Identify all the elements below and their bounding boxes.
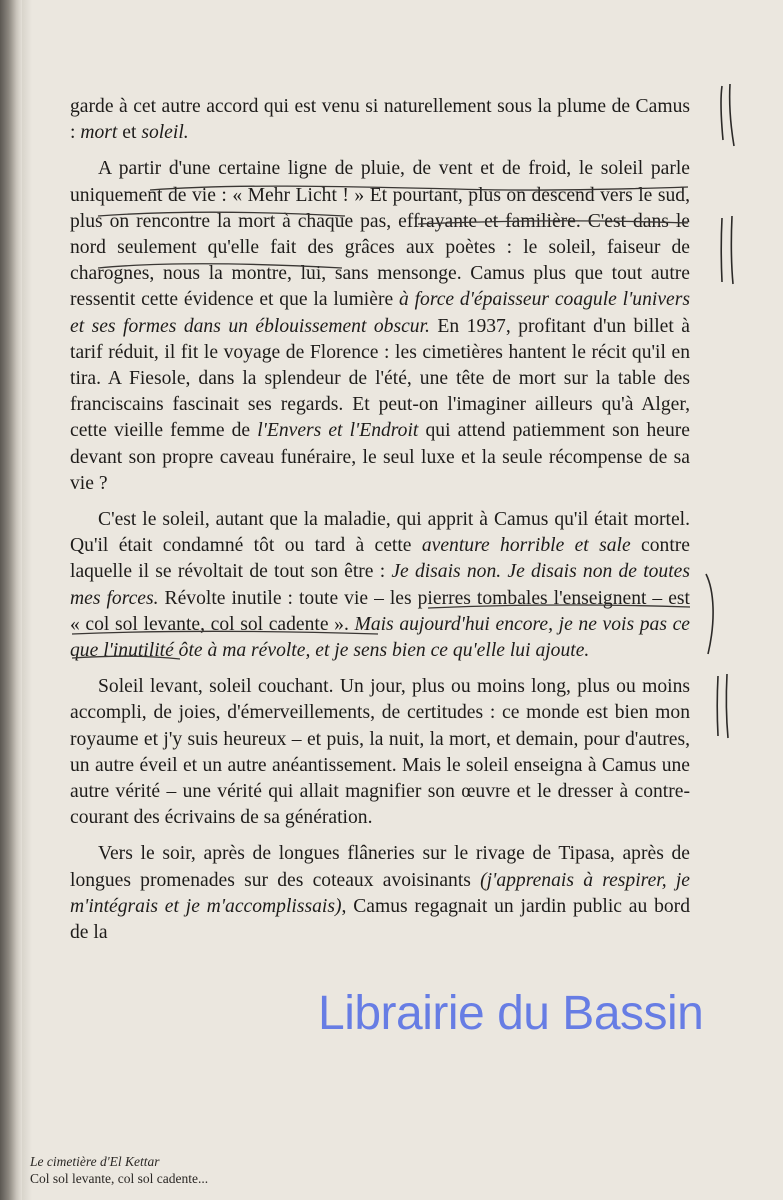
text-run: , Camus regagnait un jardin public au bord de la: [70, 895, 690, 944]
italic-run: (j'apprenais à respirer, je m'intégrais et je m'accomplissais): [70, 869, 690, 917]
italic-run: Je disais non. Je disais non de toutes mes forces.: [70, 561, 690, 609]
paragraph-1: [70, 94, 690, 146]
italic-run: soleil.: [141, 122, 189, 144]
margin-double-bar-1b: [730, 84, 734, 146]
italic-run: Mais aujourd'hui encore, je ne vois pas ce que l'inutilité ôte à ma révolte, et je sens bien ce qu'elle lui ajoute.: [70, 613, 690, 662]
margin-double-bar-3: [717, 676, 718, 736]
margin-double-bar-2: [721, 218, 722, 282]
text-run: et: [117, 122, 142, 144]
text-run: qui attend patiemment son heure devant son propre caveau funéraire, le seul luxe et la seule récompense de sa vie ?: [70, 420, 690, 494]
text-run: contre laquelle il se révoltait de tout son être :: [70, 535, 690, 583]
margin-double-bar-1: [721, 86, 723, 140]
text-run: En 1937, profitant d'un billet à tarif réduit, il fit le voyage de Florence : les cimetières hantent le récit qu'il en tira. A Fiesole, dans la splendeur de l'été, une tête de mort sur la table des franciscains fascinait ses regards. Et peut-on l'imaginer ailleurs qu'à Alger, cette vieille femme de: [70, 315, 690, 442]
paragraph-3: [70, 507, 690, 664]
book-gutter-shadow: [0, 0, 22, 1200]
margin-bracket: [706, 574, 713, 654]
text-run: A partir d'une certaine ligne de pluie, de vent et de froid, le soleil parle uniquement de vie : « Mehr Licht ! » Et pourtant, plus on descend vers le sud, plus on rencontre la mort à chaque pas, effrayante et familière. C'est dans le nord seulement qu'elle fait des grâces aux poètes : le soleil, faiseur de charognes, nous la montre, lui, sans mensonge. Camus plus que tout autre ressentit cette évidence et que la lumière: [70, 158, 690, 311]
text-run: Soleil levant, soleil couchant. Un jour, plus ou moins long, plus ou moins accompli, de joies, d'émerveillements, de certitudes : ce monde est bien mon royaume et j'y suis heureux – et puis, la nuit, la mort, et demain, pour d'autres, un autre éveil et un autre anéantissement. Mais le soleil enseigna à Camus une autre vérité – une vérité qui allait magnifier son œuvre et le dresser à contre-courant des écrivains de sa génération.: [70, 676, 690, 829]
italic-run: aventure horrible et sale: [421, 535, 631, 557]
caption-title: Le cimetière d'El Kettar: [30, 1154, 160, 1169]
image-caption: [30, 1153, 208, 1187]
paragraph-5: [70, 841, 690, 946]
italic-run: à force d'épaisseur coagule l'univers et ses formes dans un éblouissement obscur.: [70, 289, 690, 337]
italic-run: l'Envers et l'Endroit: [257, 420, 419, 442]
text-run: Vers le soir, après de longues flâneries sur le rivage de Tipasa, après de longues promenades sur des coteaux avoisinants: [70, 843, 690, 891]
text-run: Révolte inutile : toute vie – les pierres tombales l'enseignent – est « col sol levante, col sol cadente ».: [70, 587, 690, 635]
watermark-text: Librairie du Bassin: [318, 987, 704, 1040]
paragraph-2: [70, 156, 690, 497]
text-run: C'est le soleil, autant que la maladie, qui apprit à Camus qu'il était mortel. Qu'il était condamné tôt ou tard à cette: [70, 509, 690, 557]
text-run: garde à cet autre accord qui est venu si naturellement sous la plume de Camus :: [70, 96, 690, 144]
caption-subtitle: Col sol levante, col sol cadente...: [30, 1171, 209, 1186]
margin-double-bar-2b: [731, 216, 733, 284]
margin-double-bar-3b: [726, 674, 728, 738]
italic-run: mort: [80, 122, 118, 144]
paragraph-4: [70, 674, 690, 831]
body-text: [70, 94, 690, 946]
page-gutter-fade: [22, 0, 32, 1200]
